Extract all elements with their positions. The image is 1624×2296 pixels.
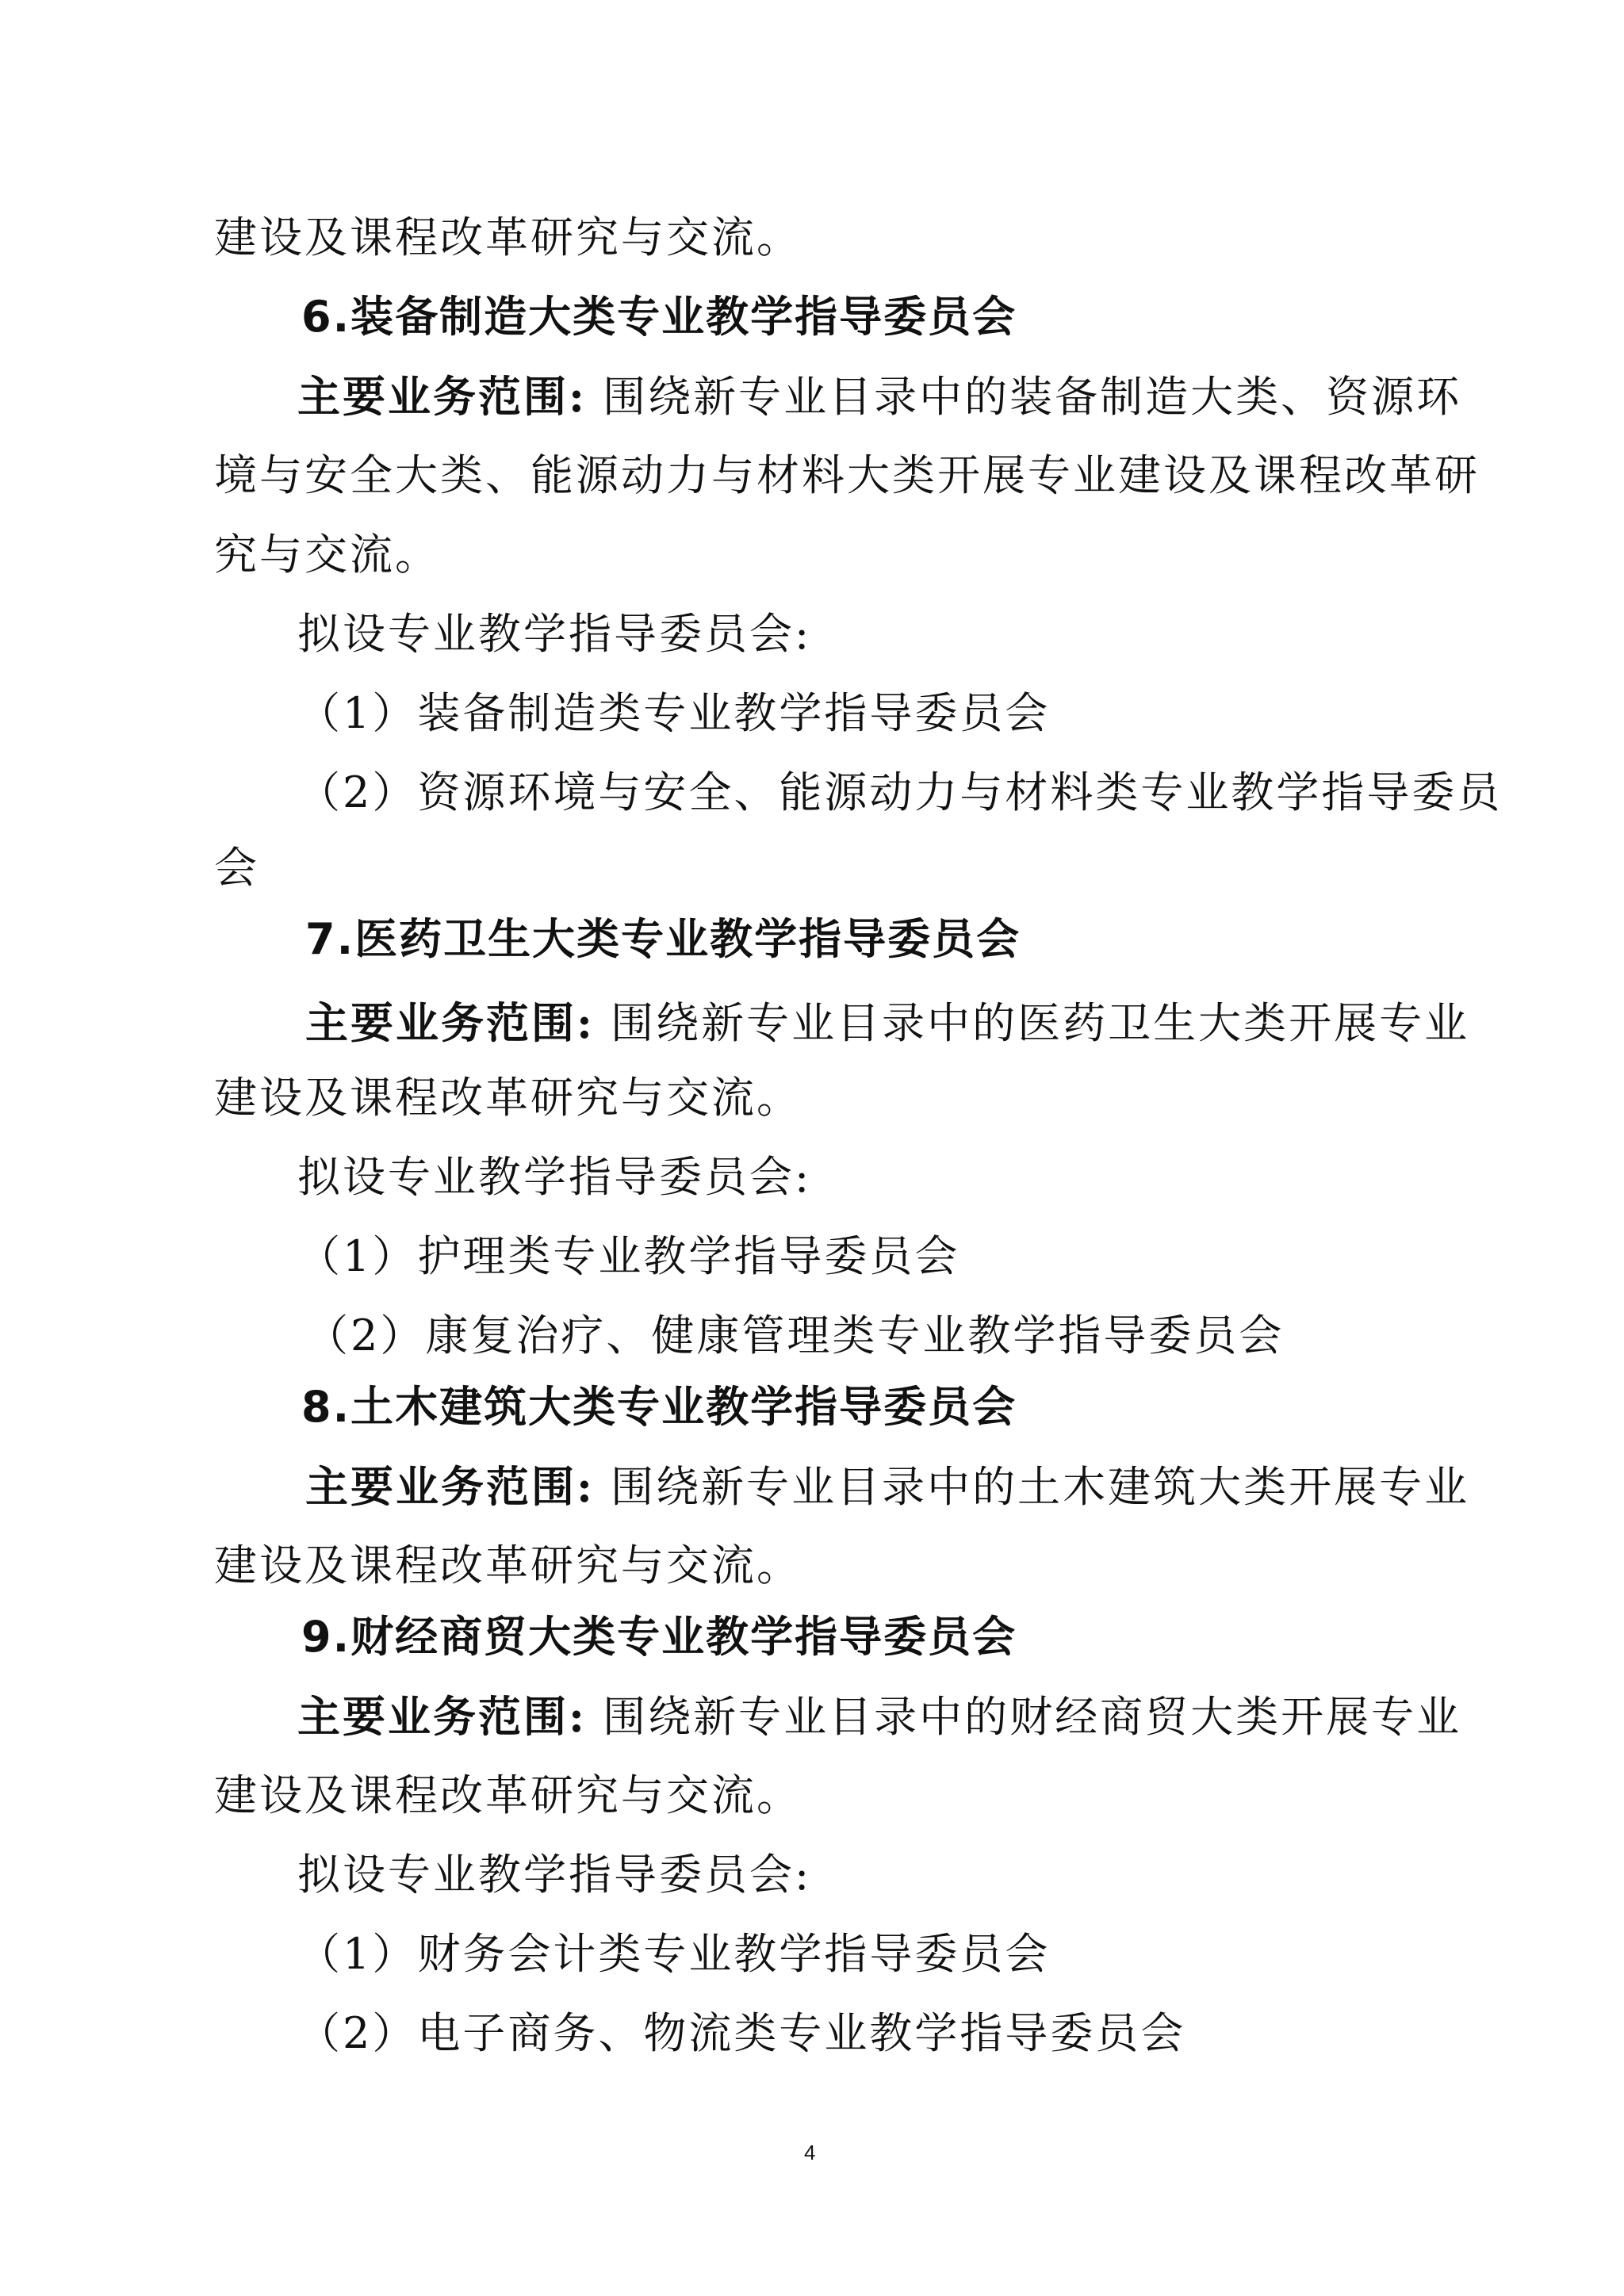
scope-label: 主要业务范围: [297,371,587,422]
list-item-continuation: 会 [214,843,259,893]
scope-line-6 [297,369,1461,425]
list-item: （2）资源环境与安全、能源动力与材料类专业教学指导委员 [297,767,1503,817]
scope-line-8 [305,1459,1469,1515]
section-heading-8: 8.土木建筑大类专业教学指导委员会 [301,1382,1017,1432]
section-heading-6: 6.装备制造大类专业教学指导委员会 [301,292,1017,342]
section-heading-7: 7.医药卫生大类专业教学指导委员会 [305,914,1021,964]
scope-text: 围绕新专业目录中的土木建筑大类开展专业 [594,1462,1470,1512]
paragraph-line: 建设及课程改革研究与交流。 [214,1770,802,1820]
list-item: （2）电子商务、物流类专业教学指导委员会 [297,2008,1186,2058]
section-heading-9: 9.财经商贸大类专业教学指导委员会 [301,1612,1017,1662]
scope-label: 主要业务范围: [305,1461,595,1512]
scope-line-7 [305,995,1469,1051]
paragraph-line: 建设及课程改革研究与交流。 [214,1540,802,1590]
list-item: （2）康复治疗、健康管理类专业教学指导委员会 [305,1311,1285,1360]
paragraph-line: 建设及课程改革研究与交流。 [214,212,802,262]
paragraph-line: 境与安全大类、能源动力与材料大类开展专业建设及课程改革研 [214,450,1480,500]
proposed-committees-label: 拟设专业教学指导委员会: [297,1152,812,1202]
list-item: （1）护理类专业教学指导委员会 [297,1231,960,1281]
scope-text: 围绕新专业目录中的财经商贸大类开展专业 [586,1692,1462,1742]
list-item: （1）财务会计类专业教学指导委员会 [297,1929,1051,1979]
proposed-committees-label: 拟设专业教学指导委员会: [297,609,812,659]
paragraph-line: 建设及课程改革研究与交流。 [214,1073,802,1123]
scope-text: 围绕新专业目录中的医药卫生大类开展专业 [594,998,1470,1048]
scope-line-9 [297,1689,1461,1745]
page-number: 4 [804,2141,816,2164]
scope-label: 主要业务范围: [297,1691,587,1742]
paragraph-line: 究与交流。 [214,530,440,580]
list-item: （1）装备制造类专业教学指导委员会 [297,688,1051,738]
scope-label: 主要业务范围: [305,997,595,1048]
scope-text: 围绕新专业目录中的装备制造大类、资源环 [586,372,1462,422]
proposed-committees-label: 拟设专业教学指导委员会: [297,1850,812,1900]
